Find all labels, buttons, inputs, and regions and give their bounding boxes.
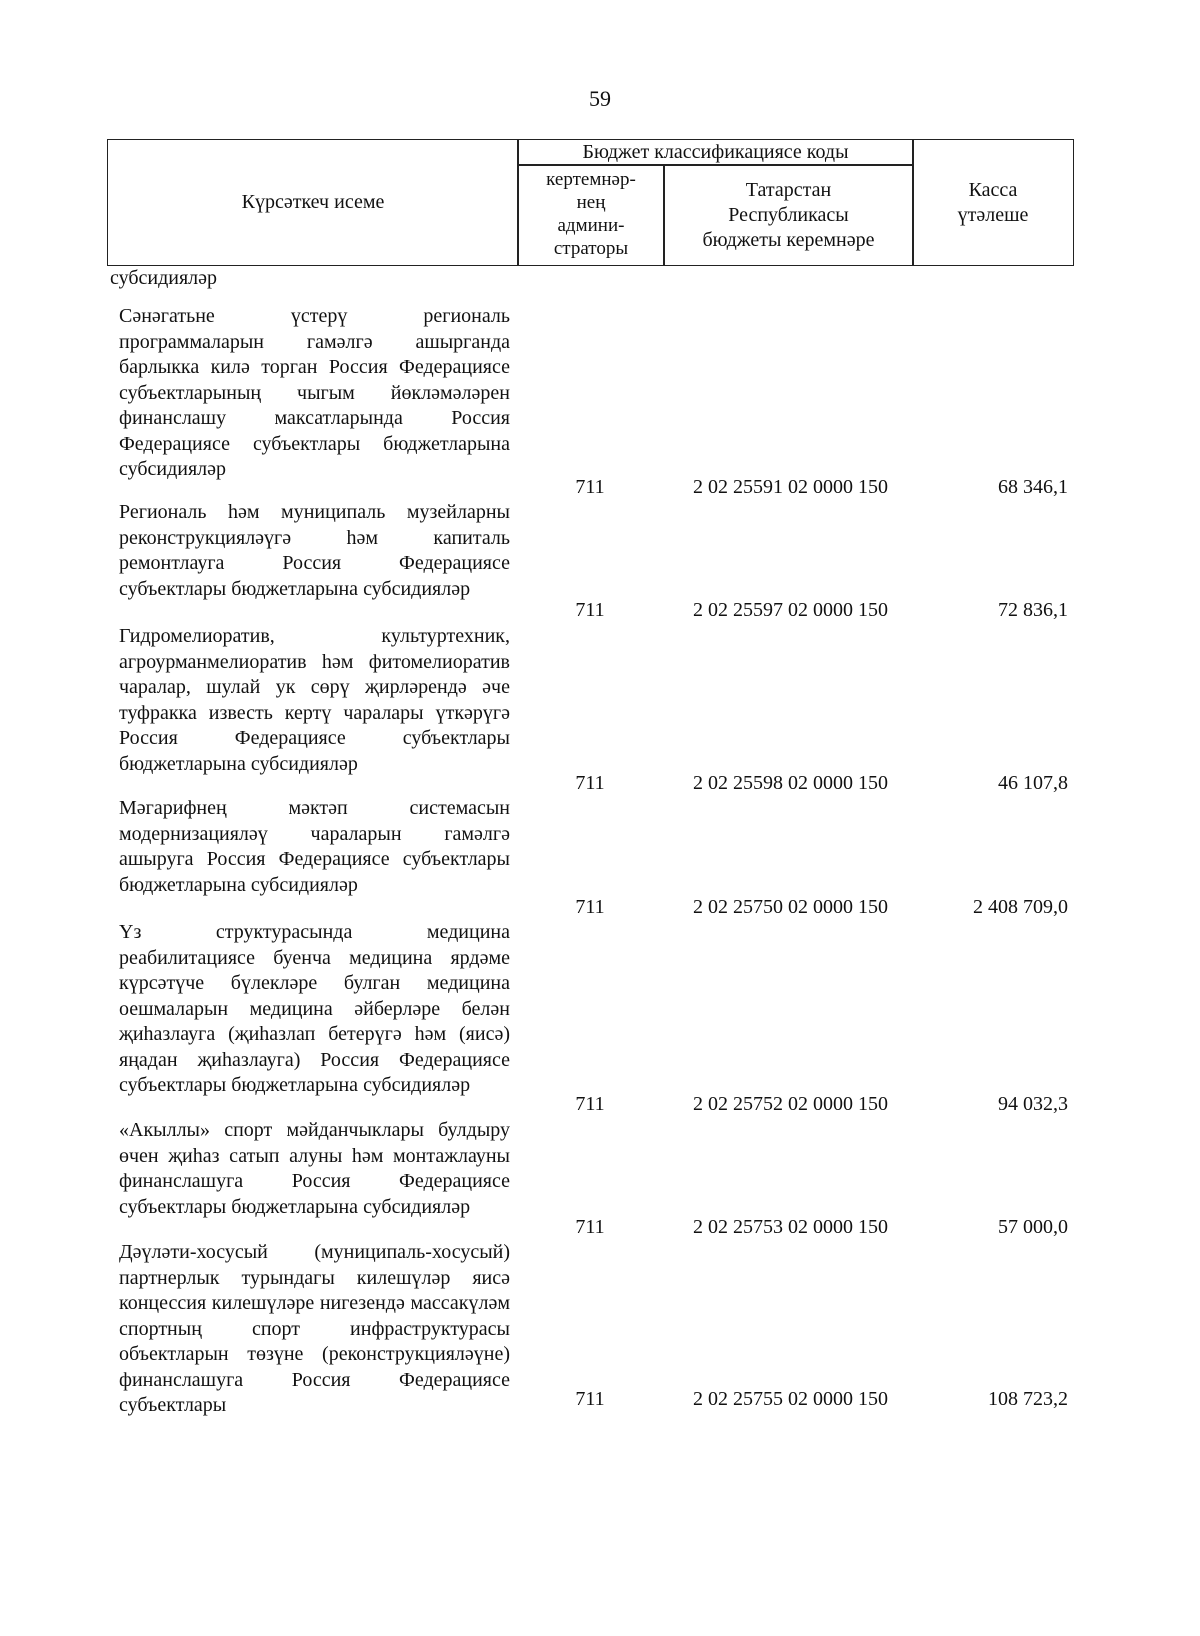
amount-value: 57 000,0 [998, 1216, 1068, 1238]
admin-code: 711 [575, 772, 605, 794]
budget-code: 2 02 25597 02 0000 150 [693, 599, 888, 621]
amount-value: 108 723,2 [988, 1388, 1068, 1410]
header-col-code: Татарстан Республикасы бюджеты керемнәре [702, 178, 875, 251]
indicator-name: Үз структурасында медицина реабилитациясе буенча медицина ярдәме күрсәтүче бүлекләре булган медицина оешмаларын медицина әйберләре белән җиһазлауга (җиһазлап бетерүгә һәм (яисә) яңадан җиһазлауга) Россия Федерациясе субъектлары бюджетларына субсидияләр [119, 921, 510, 1096]
admin-code: 711 [575, 599, 605, 621]
admin-code: 711 [575, 896, 605, 918]
amount-value: 2 408 709,0 [973, 896, 1068, 918]
budget-code: 2 02 25755 02 0000 150 [693, 1388, 888, 1410]
page-number: 59 [589, 86, 611, 111]
header-name-cell [107, 139, 519, 266]
budget-code: 2 02 25750 02 0000 150 [693, 896, 888, 918]
amount-value: 46 107,8 [998, 772, 1068, 794]
admin-code: 711 [575, 1388, 605, 1410]
budget-code: 2 02 25752 02 0000 150 [693, 1093, 888, 1115]
carry-over-label: субсидияләр [110, 267, 218, 289]
header-col-amount: Касса үтәлеше [957, 178, 1029, 226]
budget-code: 2 02 25591 02 0000 150 [693, 476, 888, 498]
header-group-title: Бюджет классификациясе коды [582, 141, 849, 163]
amount-value: 94 032,3 [998, 1093, 1068, 1115]
budget-code: 2 02 25598 02 0000 150 [693, 772, 888, 794]
header-col-admin: кертемнәр- нең админи- страторы [546, 169, 636, 259]
header-col-name: Күрсәткеч исеме [241, 191, 385, 213]
indicator-name: Дәүләти-хосусый (муниципаль-хосусый) партнерлык турындагы килешүләр яисә концессия килешүләре нигезендә массакүләм спортның спорт инфраструктурасы объектларын төзүне (реконструкцияләүне) финанслашуга Россия Федерациясе субъектлары [119, 1241, 510, 1416]
admin-code: 711 [575, 1216, 605, 1238]
header-amount-cell [912, 139, 1074, 266]
indicator-name: Мәгарифнең мәктәп системасын модернизацияләү чараларын гамәлгә ашыруга Россия Федерациясе субъектлары бюджетларына субсидияләр [119, 797, 510, 896]
budget-code: 2 02 25753 02 0000 150 [693, 1216, 888, 1238]
amount-value: 72 836,1 [998, 599, 1068, 621]
header-code-cell [663, 164, 914, 266]
admin-code: 711 [575, 1093, 605, 1115]
header-admin-cell [517, 164, 665, 266]
indicator-name: «Акыллы» спорт мәйданчыклары булдыру өчен җиһаз сатып алуны һәм монтажлауны финанслашуга Россия Федерациясе субъектлары бюджетларына субсидияләр [119, 1119, 510, 1218]
amount-value: 68 346,1 [998, 476, 1068, 498]
admin-code: 711 [575, 476, 605, 498]
header-group-cell [517, 139, 914, 166]
indicator-name: Сәнәгатьне үстерү региональ программаларын гамәлгә ашырганда барлыкка килә торган Россия Федерациясе субъектларының чыгым йөкләмәләрен финанслашу максатларында Россия Федерациясе субъектлары бюджетларына субсидияләр [119, 305, 510, 480]
indicator-name: Региональ һәм муниципаль музейларны реконструкцияләүгә һәм капиталь ремонтлауга Россия Федерациясе субъектлары бюджетларына субсидияләр [119, 501, 510, 600]
indicator-name: Гидромелиоратив, культуртехник, агроурманмелиоратив һәм фитомелиоратив чаралар, шулай ук сөрү җирләрендә әче туфракка известь кертү чаралары үткәрүгә Россия Федерациясе субъектлары бюджетларына субсидияләр [119, 625, 510, 775]
